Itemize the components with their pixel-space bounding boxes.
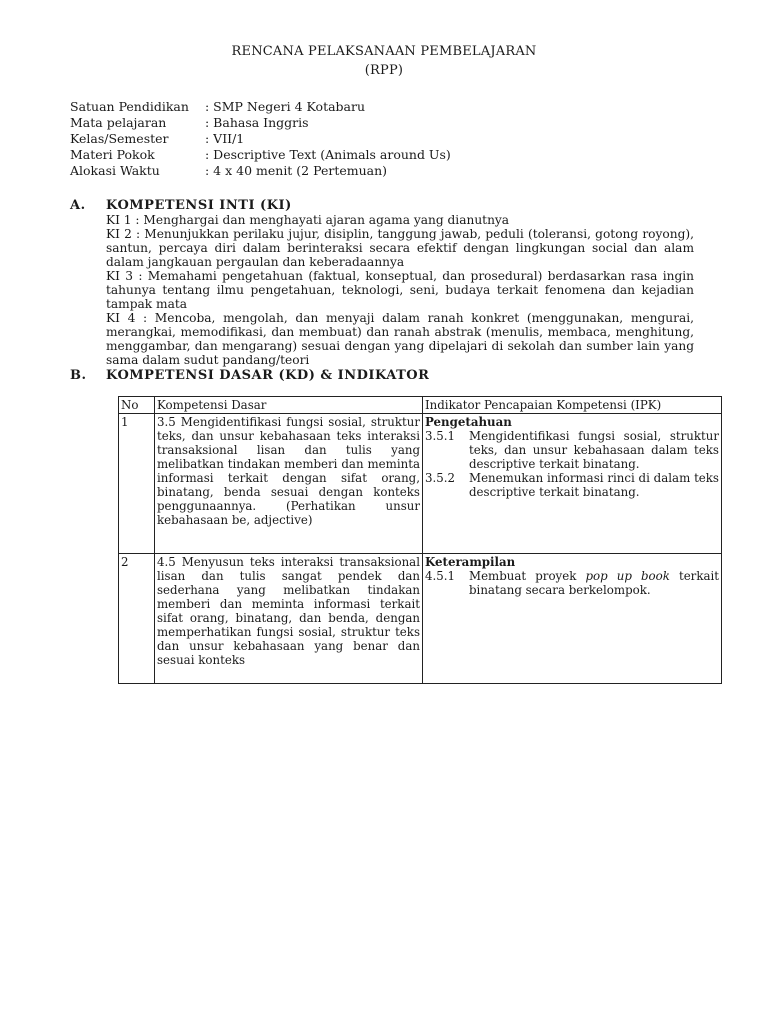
identity-row xyxy=(70,147,451,163)
header-kd: Kompetensi Dasar xyxy=(155,397,423,414)
identity-block xyxy=(70,99,451,179)
section-b-title: KOMPETENSI DASAR (KD) & INDIKATOR xyxy=(106,368,430,383)
identity-row xyxy=(70,115,451,131)
section-b-heading xyxy=(70,368,429,383)
ipk-item xyxy=(425,569,719,597)
table-header-row xyxy=(119,397,722,414)
identity-label: Mata pelajaran xyxy=(70,115,167,130)
ipk-item xyxy=(425,471,719,499)
document-title: RENCANA PELAKSANAAN PEMBELAJARAN xyxy=(231,44,537,59)
ki-item: KI 4 : Mencoba, mengolah, dan menyaji dalam ranah konkret (menggunakan, mengurai, merangkai, memodifikasi, dan membuat) dan ranah abstrak (menulis, membaca, menghitung, menggambar, dan mengarang) sesuai dengan yang dipelajari di sekolah dan sumber lain yang sama dalam sudut pandang/teori xyxy=(106,311,694,367)
ki-item: KI 3 : Memahami pengetahuan (faktual, konseptual, dan prosedural) berdasarkan rasa ingin tahunya tentang ilmu pengetahuan, teknologi, seni, budaya terkait fenomena dan kejadian tampak mata xyxy=(106,269,694,311)
table-row xyxy=(119,414,722,554)
ipk-cell xyxy=(423,414,722,554)
identity-label: Alokasi Waktu xyxy=(70,163,160,178)
identity-value: : 4 x 40 menit (2 Pertemuan) xyxy=(205,163,388,178)
ipk-text-before: Membuat proyek xyxy=(469,569,577,583)
ipk-text-after: terkait binatang secara berkelompok. xyxy=(469,569,720,597)
ipk-text-italic: pop up book xyxy=(585,569,670,583)
identity-value: : Bahasa Inggris xyxy=(205,115,309,130)
identity-row xyxy=(70,131,451,147)
ipk-heading: Pengetahuan xyxy=(425,415,512,429)
identity-label: Kelas/Semester xyxy=(70,131,169,146)
identity-value: : SMP Negeri 4 Kotabaru xyxy=(205,99,366,114)
ki-item: KI 2 : Menunjukkan perilaku jujur, disiplin, tanggung jawab, peduli (toleransi, gotong royong), santun, percaya diri dalam berinteraksi secara efektif dengan lingkungan social dan alam dalam jangkauan pergaulan dan keberadaannya xyxy=(106,227,694,269)
ipk-code: 3.5.1 xyxy=(425,429,456,443)
row-number: 2 xyxy=(119,554,155,684)
identity-value: : Descriptive Text (Animals around Us) xyxy=(205,147,451,162)
kd-cell: 3.5 Mengidentifikasi fungsi sosial, struktur teks, dan unsur kebahasaan teks interaksi transaksional lisan dan tulis yang melibatkan tindakan memberi dan meminta informasi terkait dengan sifat orang, binatang, benda sesuai dengan konteks penggunaannya. (Perhatikan unsur kebahasaan be, adjective) xyxy=(155,414,423,554)
table-row xyxy=(119,554,722,684)
ipk-cell xyxy=(423,554,722,684)
ipk-text xyxy=(469,569,719,597)
ipk-heading: Keterampilan xyxy=(425,555,516,569)
document-subtitle: (RPP) xyxy=(364,63,404,78)
section-b-number: B. xyxy=(70,368,87,383)
ki-item: KI 1 : Menghargai dan menghayati ajaran agama yang dianutnya xyxy=(106,213,510,227)
ipk-code: 3.5.2 xyxy=(425,471,456,485)
section-a-title: KOMPETENSI INTI (KI) xyxy=(106,198,292,213)
kd-table xyxy=(118,396,722,684)
identity-label: Materi Pokok xyxy=(70,147,155,162)
identity-value: : VII/1 xyxy=(205,131,245,146)
ki-list xyxy=(106,213,694,367)
row-number: 1 xyxy=(119,414,155,554)
ipk-code: 4.5.1 xyxy=(425,569,456,583)
header-no: No xyxy=(119,397,155,414)
ipk-text: Mengidentifikasi fungsi sosial, struktur teks, dan unsur kebahasaan dalam teks descriptive terkait binatang. xyxy=(469,429,719,471)
kd-cell: 4.5 Menyusun teks interaksi transaksional lisan dan tulis sangat pendek dan sederhana yang melibatkan tindakan memberi dan meminta informasi terkait sifat orang, binatang, dan benda, dengan memperhatikan fungsi sosial, struktur teks dan unsur kebahasaan yang benar dan sesuai konteks xyxy=(155,554,423,684)
section-a-heading xyxy=(70,198,292,213)
ipk-item xyxy=(425,429,719,471)
section-a-number: A. xyxy=(70,198,86,213)
identity-row xyxy=(70,163,451,179)
identity-row xyxy=(70,99,451,115)
header-ipk: Indikator Pencapaian Kompetensi (IPK) xyxy=(423,397,722,414)
identity-label: Satuan Pendidikan xyxy=(70,99,189,114)
ipk-text: Menemukan informasi rinci di dalam teks descriptive terkait binatang. xyxy=(469,471,719,499)
